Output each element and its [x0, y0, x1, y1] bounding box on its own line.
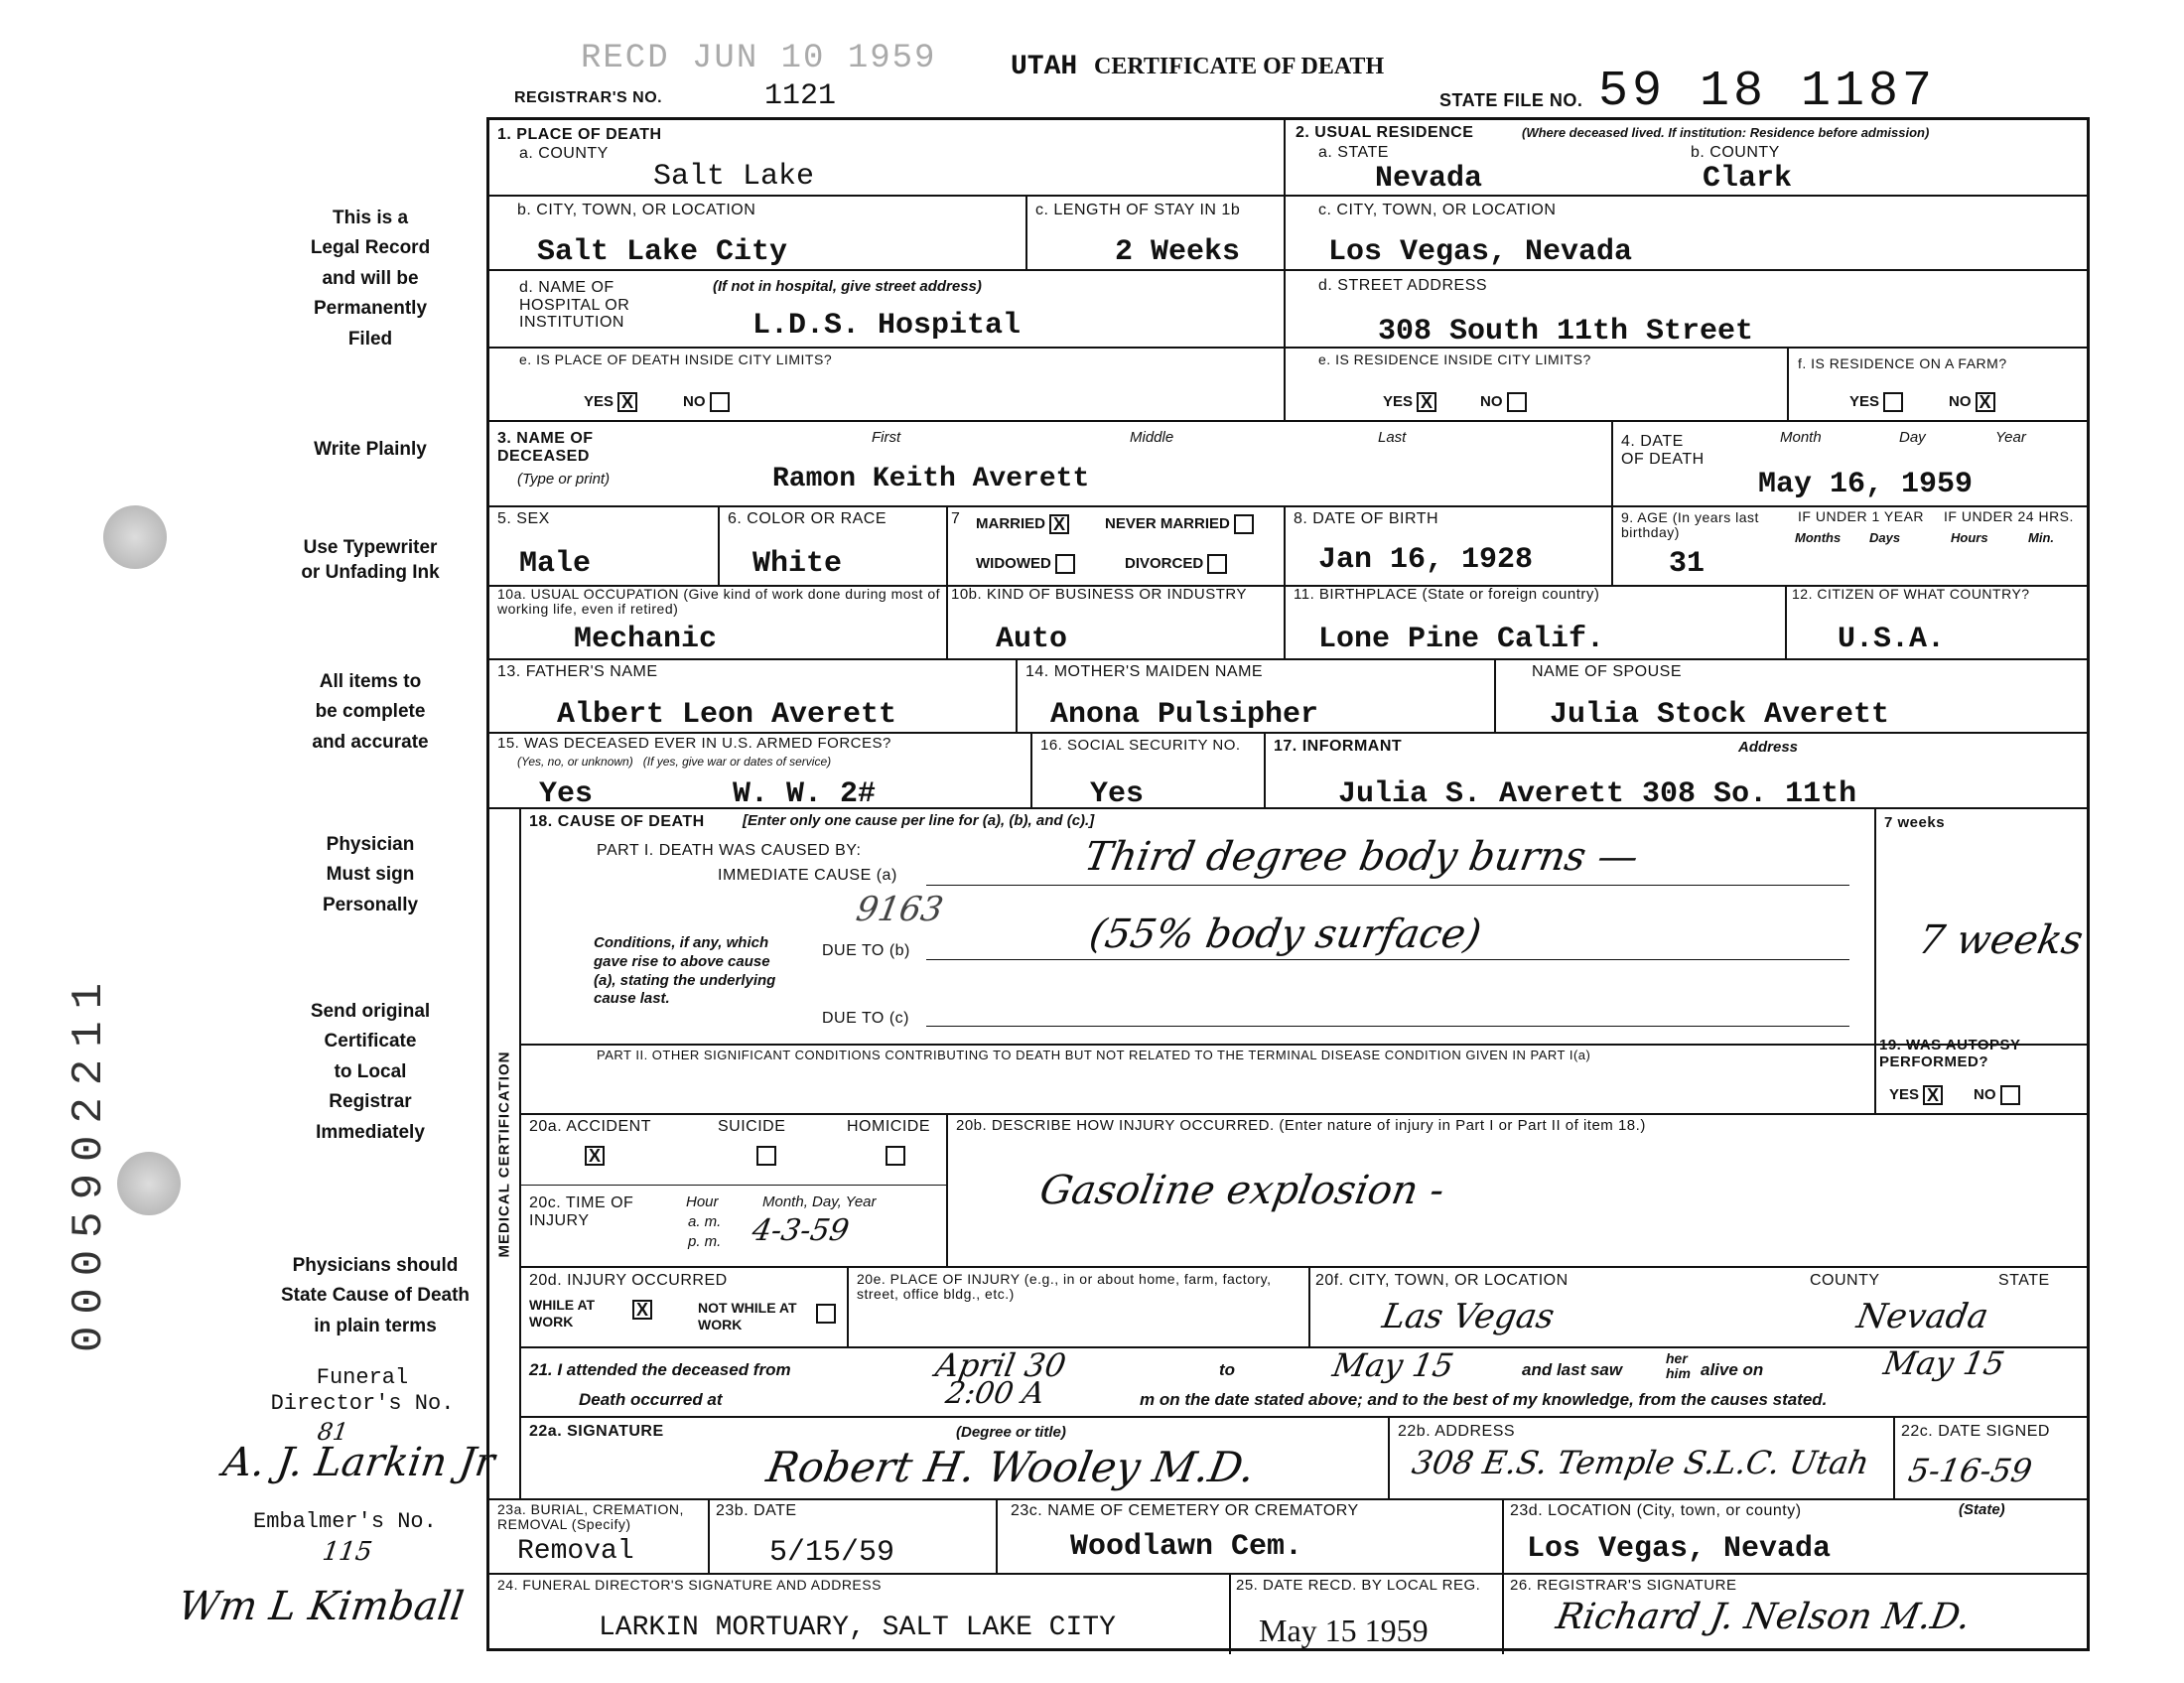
mother-label: 14. MOTHER'S MAIDEN NAME [1025, 663, 1264, 680]
divorced-label: DIVORCED [1125, 554, 1204, 572]
residence-note: (Where deceased lived. If institution: Residence before admission) [1522, 125, 1930, 140]
never-married-label: NEVER MARRIED [1105, 514, 1230, 532]
conditions-note: Conditions, if any, which gave rise to above cause (a), stating the underlying cause last. [594, 934, 776, 1008]
checkbox[interactable]: X [1417, 392, 1436, 412]
accident-label: 20a. ACCIDENT [529, 1118, 651, 1135]
month-label: Month [1780, 429, 1822, 446]
side-line: Legal Record [310, 237, 431, 259]
embalmer-signature: Wm L Kimball [175, 1584, 467, 1629]
suicide-label: SUICIDE [718, 1118, 786, 1135]
age-label: 9. AGE (In years last birthday) [1621, 509, 1759, 541]
attended-from: April 30 [932, 1346, 1069, 1384]
county-label: a. COUNTY [519, 145, 609, 162]
side-line: Registrar [329, 1091, 412, 1113]
informant-label: 17. INFORMANT [1274, 738, 1403, 755]
not-while-at-work-checkbox[interactable] [816, 1304, 836, 1324]
side-line: This is a [332, 208, 409, 228]
burial-state-label: (State) [1959, 1501, 2005, 1518]
farm-no[interactable] [1949, 392, 1995, 412]
attended-to: May 15 [1329, 1346, 1457, 1384]
immediate-cause-label: IMMEDIATE CAUSE (a) [718, 867, 897, 884]
registrar-signature: Richard J. Nelson M.D. [1553, 1597, 1974, 1637]
side-line: Funeral [316, 1365, 409, 1390]
side-line: All items to [319, 671, 422, 692]
autopsy-no[interactable] [1974, 1085, 2020, 1105]
race: White [752, 547, 843, 581]
place-limits-label: e. IS PLACE OF DEATH INSIDE CITY LIMITS? [519, 351, 833, 367]
side-line: Filed [347, 328, 393, 350]
res-limits-label: e. IS RESIDENCE INSIDE CITY LIMITS? [1318, 351, 1591, 367]
degree-label: (Degree or title) [956, 1424, 1066, 1441]
burial-type: Removal [517, 1536, 634, 1567]
injury-location-label: 20f. CITY, TOWN, OR LOCATION [1315, 1272, 1569, 1289]
alive-on-label: alive on [1701, 1360, 1764, 1379]
received-stamp: RECD JUN 10 1959 [581, 40, 937, 77]
not-while-at-work-option[interactable] [698, 1300, 807, 1333]
divorced-option[interactable] [1125, 554, 1227, 574]
registrar-signature-label: 26. REGISTRAR'S SIGNATURE [1510, 1577, 1737, 1594]
homicide-label: HOMICIDE [847, 1118, 930, 1135]
date-received: May 15 1959 [1259, 1613, 1429, 1648]
under-24-hrs-label: IF UNDER 24 HRS. [1944, 508, 2074, 524]
state-file-no: 59 18 1187 [1598, 64, 1937, 120]
race-label: 6. COLOR OR RACE [728, 510, 887, 527]
father-name: Albert Leon Averett [557, 698, 897, 732]
death-time: 2:00 A [943, 1376, 1047, 1411]
hours-label: Hours [1951, 530, 1988, 545]
punch-hole [103, 505, 167, 569]
autopsy-label: 19. WAS AUTOPSY PERFORMED? [1879, 1037, 2021, 1070]
physician-address-label: 22b. ADDRESS [1398, 1423, 1516, 1440]
am-label: a. m. [688, 1213, 722, 1230]
side-line: Permanently [313, 298, 428, 320]
birthplace: Lone Pine Calif. [1318, 623, 1605, 656]
armed-forces-label: 15. WAS DECEASED EVER IN U.S. ARMED FORCES? [497, 735, 891, 752]
place-county: Salt Lake [653, 160, 815, 194]
cause-a: Third degree body burns — [1080, 834, 1642, 880]
yes-label: YES [584, 392, 614, 410]
vertical-id-number: 0005902211 [65, 970, 114, 1353]
registrar-label: REGISTRAR'S NO. [514, 89, 663, 106]
medical-certification-vertical: MEDICAL CERTIFICATION [495, 1051, 513, 1258]
not-while-at-work-label: NOT WHILE AT WORK [698, 1300, 797, 1332]
injury-date: 4-3-59 [750, 1213, 852, 1248]
hospital-label: d. NAME OF HOSPITAL OR INSTITUTION [519, 279, 630, 332]
checkbox[interactable] [2000, 1085, 2020, 1105]
length-of-stay: 2 Weeks [1115, 235, 1241, 269]
side-line: Personally [322, 894, 419, 915]
time-of-injury-label: 20c. TIME OF INJURY [529, 1194, 634, 1229]
punch-hole [117, 1152, 181, 1215]
mdy-label: Month, Day, Year [762, 1193, 877, 1210]
injury-occurred-label: 20d. INJURY OCCURRED [529, 1272, 728, 1289]
how-injury: Gasoline explosion - [1035, 1168, 1448, 1213]
business-label: 10b. KIND OF BUSINESS OR INDUSTRY [951, 586, 1247, 603]
side-line: Physicians should [292, 1255, 459, 1276]
homicide-checkbox[interactable] [886, 1146, 905, 1166]
yes-label: YES [1383, 392, 1414, 410]
funeral-director: LARKIN MORTUARY, SALT LAKE CITY [599, 1613, 1116, 1643]
hour-label: Hour [686, 1193, 719, 1210]
burial-location: Los Vegas, Nevada [1527, 1532, 1832, 1566]
last-label: Last [1378, 429, 1407, 446]
cause-b: (55% body surface) [1085, 912, 1485, 957]
no-label: NO [1974, 1085, 1996, 1103]
farm-label: f. IS RESIDENCE ON A FARM? [1798, 355, 2007, 371]
checkbox[interactable] [710, 392, 730, 412]
yes-label: YES [1889, 1085, 1920, 1103]
while-at-work-option[interactable] [529, 1297, 618, 1331]
hospital-note: (If not in hospital, give street address) [713, 278, 982, 295]
cause-code: 9163 [853, 890, 947, 929]
typewriter-note [246, 536, 494, 585]
funeral-director-signature: A. J. Larkin Jr [219, 1440, 498, 1485]
alive-on-date: May 15 [1880, 1344, 2008, 1382]
res-county: Clark [1703, 162, 1793, 196]
burial-label: 23a. BURIAL, CREMATION, REMOVAL (Specify) [497, 1501, 684, 1533]
checkbox[interactable]: X [1049, 514, 1069, 534]
type-or-print: (Type or print) [517, 471, 611, 488]
sex-label: 5. SEX [497, 510, 550, 527]
date-of-death: May 16, 1959 [1758, 468, 1974, 501]
res-county-label: b. COUNTY [1691, 144, 1780, 161]
min-label: Min. [2028, 530, 2054, 545]
yes-label: YES [1849, 392, 1880, 410]
injury-city: Las Vegas [1379, 1297, 1558, 1336]
attended-label: 21. I attended the deceased from [529, 1360, 791, 1379]
spouse-name: Julia Stock Averett [1550, 698, 1890, 732]
dod-label: 4. DATE OF DEATH [1621, 433, 1705, 468]
form-title [1011, 52, 1384, 82]
checkbox[interactable] [1055, 554, 1075, 574]
part1-label: PART I. DEATH WAS CAUSED BY: [597, 842, 862, 859]
part2-label: PART II. OTHER SIGNIFICANT CONDITIONS CONTRIBUTING TO DEATH BUT NOT RELATED TO THE TERMINAL DISEASE CONDITION GIVEN IN PART I(a) [597, 1048, 1591, 1062]
married-label: MARRIED [976, 514, 1045, 532]
place-limits-yes[interactable] [584, 392, 637, 412]
side-line: Physician [326, 834, 415, 855]
complete-note [246, 667, 494, 758]
res-city: Los Vegas, Nevada [1328, 235, 1633, 269]
widowed-option[interactable] [976, 554, 1075, 574]
first-label: First [872, 429, 901, 446]
side-line: Send original [310, 1001, 431, 1022]
side-line: be complete [315, 701, 426, 723]
registrar-no: 1121 [764, 79, 837, 113]
res-limits-no[interactable] [1480, 392, 1527, 412]
cause-terms-note [246, 1251, 504, 1341]
cemetery: Woodlawn Cem. [1070, 1530, 1303, 1564]
side-line: Must sign [326, 864, 415, 886]
mother-name: Anona Pulsipher [1050, 698, 1319, 732]
signature-label: 22a. SIGNATURE [529, 1423, 664, 1440]
city-label: b. CITY, TOWN, OR LOCATION [517, 202, 756, 218]
side-line: Immediately [316, 1121, 425, 1143]
physician-note [246, 830, 494, 920]
funeral-director-label [248, 1365, 477, 1418]
embalmer-label: Embalmer's No. [253, 1509, 437, 1534]
checkbox[interactable]: X [1923, 1085, 1943, 1105]
place-limits-no[interactable] [683, 392, 730, 412]
married-option[interactable] [976, 514, 1069, 534]
write-plainly-note: Write Plainly [314, 439, 427, 460]
occupation-label: 10a. USUAL OCCUPATION (Give kind of work done during most of working life, even if retired) [497, 586, 941, 618]
residence-label: 2. USUAL RESIDENCE [1296, 124, 1474, 141]
pm-label: p. m. [688, 1233, 722, 1250]
physician-address: 308 E.S. Temple S.L.C. Utah [1409, 1444, 1872, 1481]
certify-text: m on the date stated above; and to the best of my knowledge, from the causes stated. [1140, 1390, 1828, 1409]
side-line: in plain terms [314, 1315, 437, 1336]
title-state: UTAH [1011, 52, 1078, 82]
no-label: NO [1480, 392, 1503, 410]
deceased-label: 3. NAME OF DECEASED [497, 430, 594, 465]
state-label: a. STATE [1318, 144, 1389, 161]
armed-forces-note: (Yes, no, or unknown) (If yes, give war or dates of service) [517, 755, 832, 769]
accident-checkbox[interactable]: X [585, 1146, 605, 1166]
place-of-injury-label: 20e. PLACE OF INJURY (e.g., in or about home, farm, factory, street, office bldg., etc.) [857, 1271, 1272, 1303]
deceased-name: Ramon Keith Averett [772, 464, 1090, 494]
legal-record-note [246, 204, 494, 354]
occupation: Mechanic [574, 623, 718, 656]
date-signed: 5-16-59 [1905, 1452, 2035, 1489]
stay-label: c. LENGTH OF STAY IN 1b [1035, 202, 1241, 218]
street-label: d. STREET ADDRESS [1318, 277, 1488, 294]
send-original-note [246, 997, 494, 1148]
business: Auto [996, 623, 1068, 656]
citizen: U.S.A. [1838, 623, 1946, 656]
her-him-label: her him [1666, 1350, 1691, 1382]
last-saw-label: and last saw [1522, 1360, 1623, 1379]
state-file-label: STATE FILE NO. [1439, 90, 1583, 110]
months-label: Months [1795, 530, 1842, 545]
ssn-label: 16. SOCIAL SECURITY NO. [1040, 737, 1241, 754]
days-label: Days [1869, 530, 1901, 545]
cause-label: 18. CAUSE OF DEATH [529, 813, 705, 830]
checkbox[interactable] [1507, 392, 1527, 412]
funeral-director-signature-label: 24. FUNERAL DIRECTOR'S SIGNATURE AND ADDRESS [497, 1577, 882, 1593]
side-line: and will be [322, 267, 419, 289]
social-security: Yes [1090, 777, 1145, 811]
checkbox[interactable]: X [617, 392, 637, 412]
checkbox[interactable] [1234, 514, 1254, 534]
age: 31 [1669, 547, 1706, 581]
spouse-label: NAME OF SPOUSE [1532, 663, 1683, 680]
birthplace-label: 11. BIRTHPLACE (State or foreign country) [1294, 586, 1600, 603]
no-label: NO [683, 392, 706, 410]
father-label: 13. FATHER'S NAME [497, 663, 658, 680]
never-married-option[interactable] [1105, 514, 1254, 534]
res-street: 308 South 11th Street [1378, 315, 1754, 349]
date-of-birth: Jan 16, 1928 [1318, 543, 1534, 577]
physician-signature: Robert H. Wooley M.D. [762, 1443, 1259, 1491]
injury-state-label: STATE [1998, 1272, 2050, 1289]
due-to-b-label: DUE TO (b) [822, 942, 910, 959]
res-state: Nevada [1375, 162, 1483, 196]
marital-number: 7 [951, 510, 961, 527]
dob-label: 8. DATE OF BIRTH [1294, 510, 1439, 527]
sex: Male [519, 547, 592, 581]
date-recd-label: 25. DATE RECD. BY LOCAL REG. [1236, 1577, 1481, 1594]
cemetery-label: 23c. NAME OF CEMETERY OR CREMATORY [1011, 1502, 1359, 1519]
res-limits-yes[interactable] [1383, 392, 1436, 412]
interval: 7 weeks [1914, 917, 2087, 963]
while-at-work-label: WHILE AT WORK [529, 1297, 596, 1330]
informant-address-label: Address [1738, 739, 1799, 756]
injury-state: Nevada [1853, 1297, 1991, 1336]
while-at-work-checkbox[interactable]: X [632, 1300, 652, 1320]
checkbox[interactable] [1207, 554, 1227, 574]
checkbox[interactable] [1883, 392, 1903, 412]
suicide-checkbox[interactable] [756, 1146, 776, 1166]
due-to-c-label: DUE TO (c) [822, 1010, 909, 1027]
side-line: Certificate [324, 1031, 417, 1052]
embalmer-no: 115 [320, 1537, 374, 1567]
to-label: to [1219, 1360, 1236, 1379]
year-label: Year [1995, 429, 2026, 446]
autopsy-yes[interactable] [1889, 1085, 1943, 1105]
checkbox[interactable]: X [1976, 392, 1995, 412]
no-label: NO [1949, 392, 1972, 410]
place-city: Salt Lake City [537, 235, 788, 269]
how-injury-label: 20b. DESCRIBE HOW INJURY OCCURRED. (Enter nature of injury in Part I or Part II of item 18.) [956, 1117, 1646, 1134]
title-text: CERTIFICATE OF DEATH [1094, 54, 1385, 79]
interval-label: 7 weeks [1884, 814, 1946, 831]
under-1-year-label: IF UNDER 1 YEAR [1798, 508, 1925, 524]
side-line: State Cause of Death [280, 1285, 471, 1307]
informant: Julia S. Averett 308 So. 11th [1338, 777, 1857, 811]
date-signed-label: 22c. DATE SIGNED [1901, 1423, 2050, 1440]
death-occurred-label: Death occurred at [579, 1390, 723, 1409]
place-of-death-label: 1. PLACE OF DEATH [497, 126, 662, 143]
burial-date-label: 23b. DATE [716, 1502, 797, 1519]
farm-yes[interactable] [1849, 392, 1903, 412]
citizen-label: 12. CITIZEN OF WHAT COUNTRY? [1792, 586, 2030, 602]
funeral-director-no: 81 [316, 1418, 350, 1446]
day-label: Day [1899, 429, 1926, 446]
side-line: Director's No. [270, 1391, 455, 1417]
war-service: W. W. 2# [733, 777, 877, 811]
middle-label: Middle [1130, 429, 1174, 446]
side-line: to Local [334, 1060, 407, 1082]
res-city-label: c. CITY, TOWN, OR LOCATION [1318, 202, 1557, 218]
side-line: or Unfading Ink [301, 561, 440, 583]
cause-note: [Enter only one cause per line for (a), (b), and (c).] [743, 812, 1095, 829]
hospital: L.D.S. Hospital [752, 309, 1022, 343]
certificate-form [486, 117, 2090, 1651]
injury-county-label: COUNTY [1810, 1272, 1880, 1289]
side-line: and accurate [312, 731, 429, 753]
widowed-label: WIDOWED [976, 554, 1051, 572]
armed-forces: Yes [539, 777, 594, 811]
burial-location-label: 23d. LOCATION (City, town, or county) [1510, 1502, 1802, 1519]
side-line: Use Typewriter [303, 537, 438, 558]
burial-date: 5/15/59 [769, 1536, 895, 1570]
